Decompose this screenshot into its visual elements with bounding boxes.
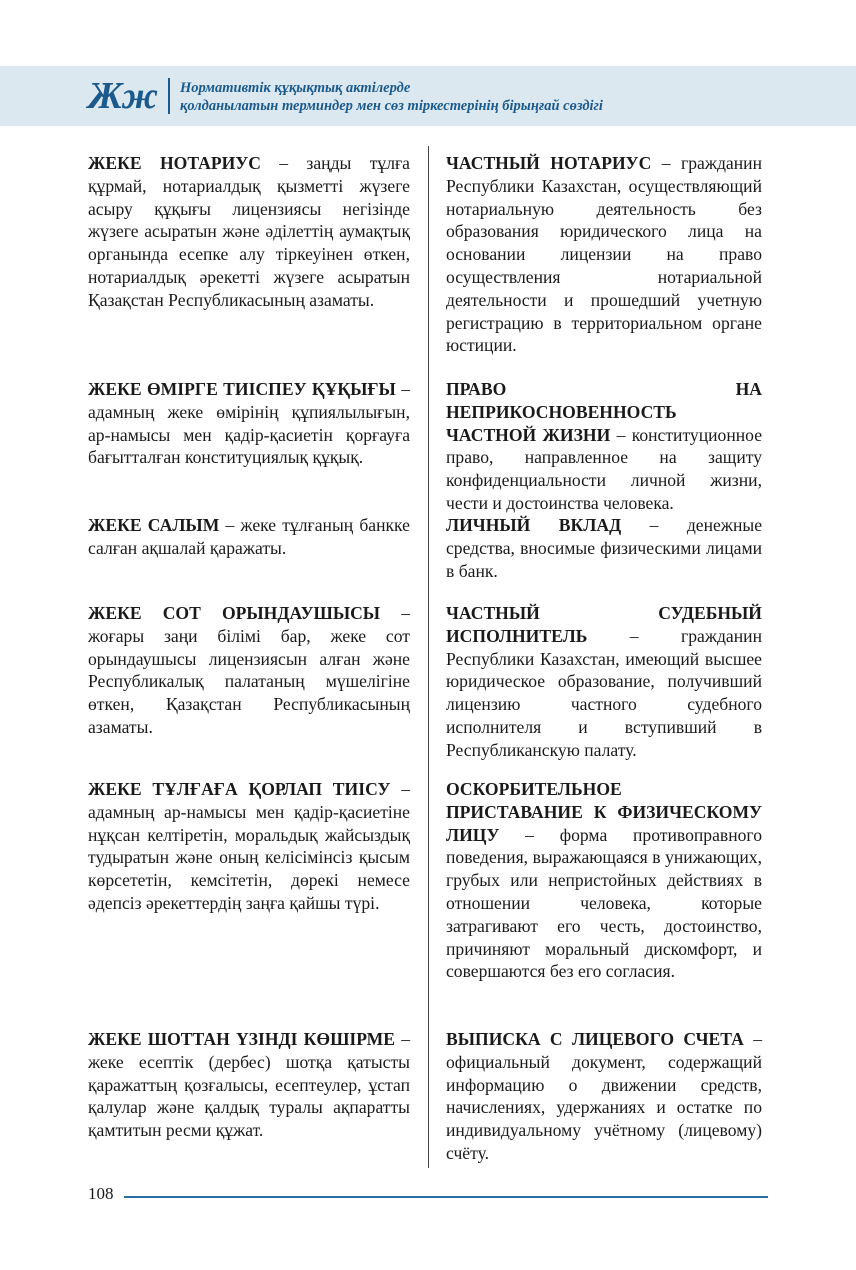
- entry-term: ЧАСТНЫЙ НОТАРИУС: [446, 153, 652, 173]
- header-title-line2: қолданылатын терминдер мен сөз тіркестерінің бірыңғай сөздігі: [180, 98, 603, 114]
- entry-kk: [88, 778, 410, 915]
- entry-kk: [88, 152, 410, 312]
- entry-definition: – заңды тұлға құрмай, нотариалдық қызметті жүзеге асыру құқығы лицензиясы негізінде жүзеге асыратын және әділеттің аумақтық органында есепке алу тіркеуінен өткен, нотариалдық әрекетті жүзеге асыратын Қазақстан Республикасының азаматы.: [88, 153, 410, 310]
- entry-ru: [446, 152, 762, 357]
- entry-definition: – гражданин Республики Казахстан, имеющий высшее юридическое образование, получивший лицензию частного судебного исполнителя и вступивший в Республиканскую палату.: [446, 625, 762, 760]
- entry-definition: – жеке тұлғаның банкке салған ақшалай қаражаты.: [88, 515, 410, 558]
- entry-term: ЖЕКЕ ШОТТАН ҮЗІНДІ КӨШІРМЕ: [88, 1029, 396, 1049]
- entry-definition: – конституционное право, направленное на защиту конфиденциальности личной жизни, чести и достоинства человека.: [446, 424, 762, 513]
- entry-ru: [446, 778, 762, 983]
- entry-kk: [88, 1028, 410, 1142]
- entry-definition: – адамның ар-намысы мен қадір-қасиетіне нұқсан келтіретін, моральдық жайсыздық тудыратын және оның келісімінсіз қысым көрсететін, кемсітетін, дөрекі немесе әдепсіз әрекеттердің заңға қайшы түрі.: [88, 779, 410, 913]
- entry-term: ВЫПИСКА С ЛИЦЕВОГО СЧЕТА: [446, 1029, 744, 1049]
- entry-kk: [88, 602, 410, 739]
- column-divider: [428, 146, 429, 1168]
- header-separator: [168, 78, 170, 114]
- entry-ru: [446, 1028, 762, 1165]
- section-logo: Жж: [88, 75, 158, 117]
- page-number: 108: [88, 1184, 114, 1203]
- header-title-line1: Нормативтік құқықтық актілерде: [180, 80, 411, 96]
- entry-kk: [88, 514, 410, 560]
- header-title: [180, 79, 603, 115]
- entry-definition: – жеке есептік (дербес) шотқа қатысты қаражаттың қозғалысы, есептеулер, ұстап қалулар және қалдық туралы ақпаратты қамтитын ресми құжат.: [88, 1029, 410, 1141]
- entry-ru: [446, 602, 762, 762]
- entry-definition: – адамның жеке өмірінің құпиялылығын, ар-намысы мен қадір-қасиетін қорғауға бағытталған конституциялық құқық.: [88, 379, 410, 468]
- entry-term: ЖЕКЕ САЛЫМ: [88, 515, 220, 535]
- entry-definition: – денежные средства, вносимые физическими лицами в банк.: [446, 515, 762, 581]
- entry-term: ЖЕКЕ ТҰЛҒАҒА ҚОРЛАП ТИІСУ: [88, 779, 391, 799]
- entry-term: ЖЕКЕ НОТАРИУС: [88, 153, 261, 173]
- entry-term: ЖЕКЕ СОТ ОРЫНДАУШЫСЫ: [88, 603, 381, 623]
- entry-kk: [88, 378, 410, 469]
- entry-term: ПРАВО НА НЕПРИКОСНОВЕННОСТЬ ЧАСТНОЙ ЖИЗНИ: [446, 379, 762, 445]
- entry-term: ОСКОРБИТЕЛЬНОЕ ПРИСТАВАНИЕ К ФИЗИЧЕСКОМУ ЛИЦУ: [446, 779, 762, 845]
- entry-definition: – жоғары заңи білімі бар, жеке сот орындаушысы лицензиясын алған және Республикалық палатаның мүшелігіне өткен, Қазақстан Республикасының азаматы.: [88, 603, 410, 737]
- entry-definition: – официальный документ, содержащий информацию о движении средств, начислениях, удержаниях и остатке по индивидуальному учётному (лицевому) счёту.: [446, 1029, 762, 1163]
- entry-ru: [446, 378, 762, 515]
- entry-definition: – форма противоправного поведения, выражающаяся в унижающих, грубых или непристойных действиях в отношении человека, которые затрагивают его честь, достоинство, причиняют моральный дискомфорт, и совершаются без его согласия.: [446, 824, 762, 982]
- entry-term: ЛИЧНЫЙ ВКЛАД: [446, 515, 622, 535]
- entry-term: ЖЕКЕ ӨМІРГЕ ТИІСПЕУ ҚҰҚЫҒЫ: [88, 379, 396, 399]
- entry-ru: [446, 514, 762, 582]
- footer-rule: [124, 1196, 768, 1198]
- entry-definition: – гражданин Республики Казахстан, осуществляющий нотариальную деятельность без образования юридического лица на основании лицензии на право осуществления нотариальной деятельности и прошедший учетную регистрацию в территориальном органе юстиции.: [446, 153, 762, 356]
- entry-term: ЧАСТНЫЙ СУДЕБНЫЙ ИСПОЛНИТЕЛЬ: [446, 603, 762, 646]
- page-header: [0, 66, 856, 126]
